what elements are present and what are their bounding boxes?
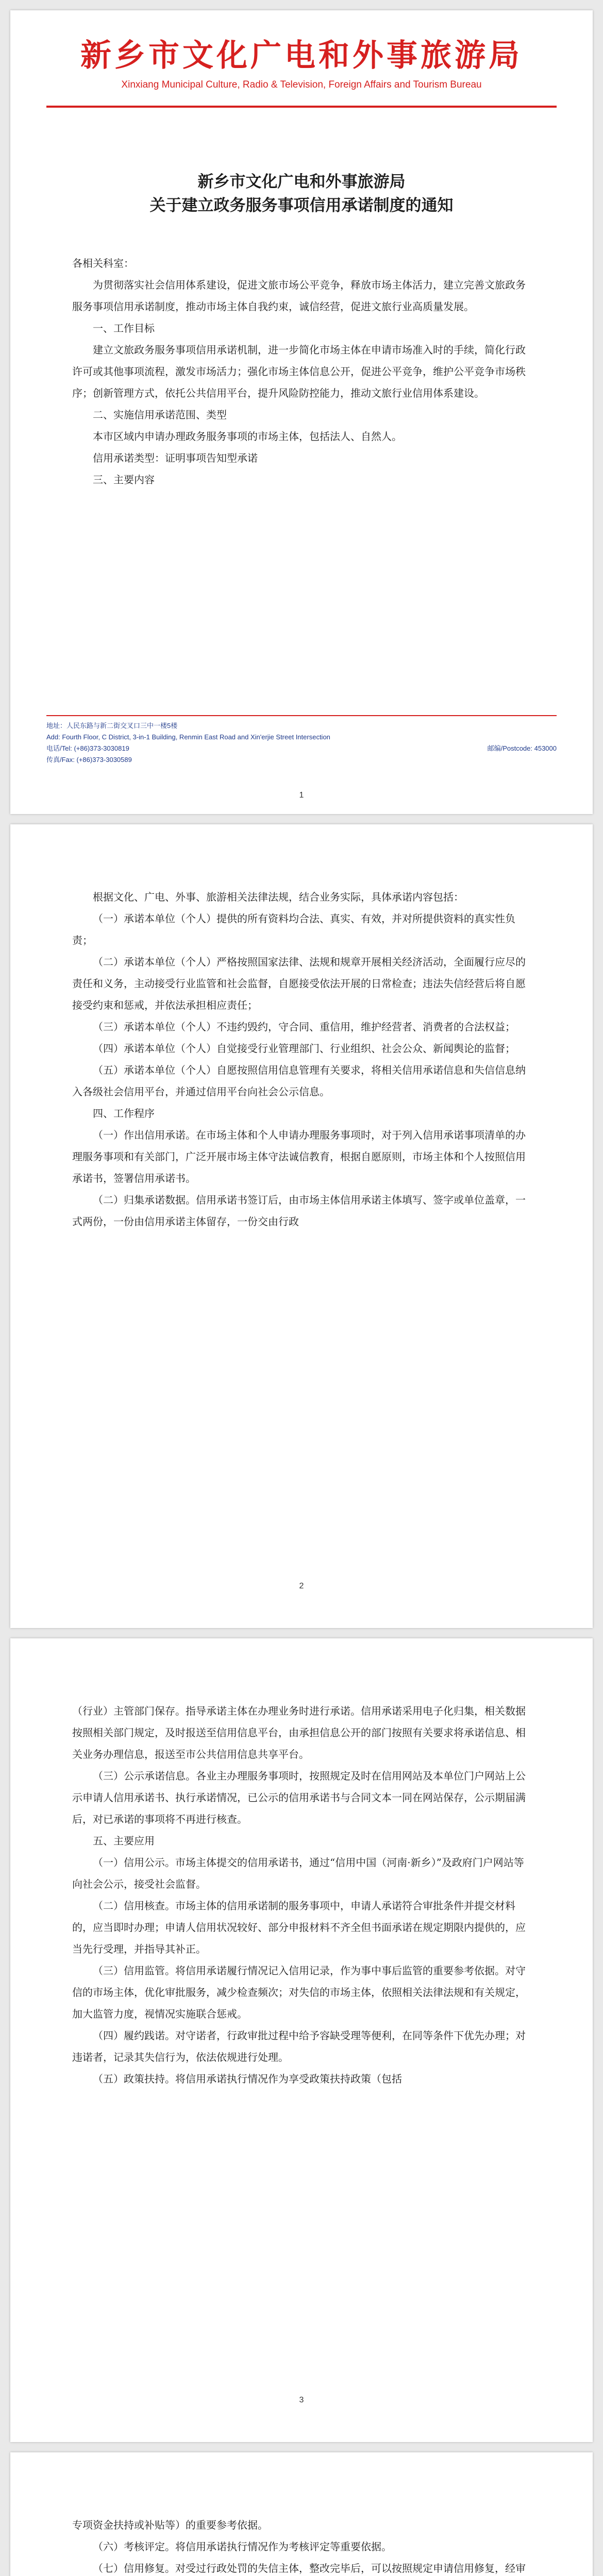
paragraph: （二）归集承诺数据。信用承诺书签订后，由市场主体信用承诺主体填写、签字或单位盖章，一式两份，一份由信用承诺主体留存，一份交由行政 [72, 1194, 526, 1228]
document-title-line-1: 新乡市文化广电和外事旅游局 [197, 173, 406, 191]
footer-postcode: 邮编/Postcode: 453000 [487, 744, 557, 752]
document-page-4 [10, 2452, 593, 2576]
paragraph: 为贯彻落实社会信用体系建设，促进文旅市场公平竞争，释放市场主体活力，建立完善文旅政务服务事项信用承诺制度，推动市场主体自我约束，诚信经营，促进文旅行业高质量发展。 [72, 279, 526, 313]
paragraph: 信用承诺类型：证明事项告知型承诺 [93, 452, 258, 464]
letterhead-org-name: 新乡市文化广电和外事旅游局 [80, 38, 523, 74]
footer-tel: 电话/Tel: (+86)373-3030819 [46, 744, 129, 752]
section-heading: 三、主要内容 [93, 473, 155, 486]
letterhead [10, 31, 593, 91]
footer-address-cn: 地址：人民东路与新二街交叉口三中一楼5楼 [46, 722, 178, 730]
paragraph: 本市区域内申请办理政务服务事项的市场主体，包括法人、自然人。 [93, 430, 402, 443]
document-page-3 [10, 1638, 593, 2442]
paragraph: 专项资金扶持或补贴等）的重要参考依据。 [72, 2519, 268, 2531]
page-1-body [72, 252, 531, 490]
paragraph: （五）承诺本单位（个人）自愿按照信用信息管理有关要求，将相关信用承诺信息和失信信息纳入各级社会信用平台，并通过信用平台向社会公示信息。 [72, 1064, 526, 1098]
page-number: 1 [299, 791, 304, 800]
paragraph: （四）履约践诺。对守诺者，行政审批过程中给予容缺受理等便利，在同等条件下优先办理；对违诺者，记录其失信行为，依法依规进行处理。 [72, 2029, 526, 2063]
paragraph: （六）考核评定。将信用承诺执行情况作为考核评定等重要依据。 [93, 2540, 392, 2553]
section-heading: 一、工作目标 [93, 322, 155, 334]
page-number: 2 [299, 1582, 304, 1590]
section-heading: 五、主要应用 [93, 1835, 155, 1847]
letterhead-divider [46, 106, 557, 108]
paragraph: （五）政策扶持。将信用承诺执行情况作为享受政策扶持政策（包括 [93, 2073, 402, 2085]
document-title-line-2: 关于建立政务服务事项信用承诺制度的通知 [149, 196, 454, 215]
page-4-body [72, 2514, 531, 2576]
paragraph: （一）作出信用承诺。在市场主体和个人申请办理服务事项时，对于列入信用承诺事项清单的办理服务事项和有关部门，广泛开展市场主体守法诚信教育，根据自愿原则，市场主体和个人按照信用承诺书，签署信用承诺书。 [72, 1129, 526, 1184]
footer-address-en: Add: Fourth Floor, C District, 3-in-1 Building, Renmin East Road and Xin'erjie Street Intersection [46, 733, 330, 741]
paragraph: （三）承诺本单位（个人）不违约毁约，守合同、重信用，维护经营者、消费者的合法权益； [93, 1021, 515, 1033]
section-heading: 四、工作程序 [93, 1107, 155, 1120]
letterhead-org-name-en: Xinxiang Municipal Culture, Radio & Television, Foreign Affairs and Tourism Bureau [121, 79, 482, 90]
paragraph: 根据文化、广电、外事、旅游相关法律法规，结合业务实际，具体承诺内容包括： [93, 891, 464, 903]
salutation: 各相关科室： [72, 257, 134, 269]
page-number: 3 [299, 2396, 304, 2404]
paragraph: （二）信用核查。市场主体的信用承诺制的服务事项中，申请人承诺符合审批条件并提交材料的，应当即时办理；申请人信用状况较好、部分申报材料不齐全但书面承诺在规定期限内提供的，应当先行受理，并指导其补正。 [72, 1900, 526, 1955]
paragraph: （一）信用公示。市场主体提交的信用承诺书，通过“信用中国（河南·新乡）”及政府门户网站等向社会公示，接受社会监督。 [72, 1856, 524, 1890]
document-page-2 [10, 824, 593, 1628]
paragraph: （二）承诺本单位（个人）严格按照国家法律、法规和规章开展相关经济活动，全面履行应尽的责任和义务，主动接受行业监管和社会监督，自愿接受依法开展的日常检查；违法失信经营后将自愿接受约束和惩戒，并依法承担相应责任； [72, 956, 526, 1011]
page-3-body [72, 1700, 531, 2090]
page-2-body [72, 886, 531, 1232]
paragraph: 建立文旅政务服务事项信用承诺机制，进一步简化市场主体在申请市场准入时的手续，简化行政许可或其他事项流程，激发市场活力；强化市场主体信息公开，促进公平竞争，维护公平竞争市场秩序；创新管理方式，依托公共信用平台，提升风险防控能力，推动文旅行业信用体系建设。 [72, 344, 526, 399]
paragraph: （一）承诺本单位（个人）提供的所有资料均合法、真实、有效，并对所提供资料的真实性负责； [72, 912, 515, 946]
paragraph: （七）信用修复。对受过行政处罚的失信主体，整改完毕后，可以按照规定申请信用修复，经审 [93, 2562, 526, 2574]
paragraph: （三）信用监管。将信用承诺履行情况记入信用记录，作为事中事后监管的重要参考依据。对守信的市场主体，优化审批服务，减少检查频次；对失信的市场主体，依照相关法律法规和有关规定，加大监管力度，视情况实施联合惩戒。 [72, 1964, 526, 2020]
document-page-1 [10, 10, 593, 814]
letterhead-footer [46, 720, 557, 766]
footer-divider [46, 715, 557, 716]
footer-fax: 传真/Fax: (+86)373-3030589 [46, 756, 132, 764]
document-title [10, 170, 593, 217]
paragraph: （四）承诺本单位（个人）自觉接受行业管理部门、行业组织、社会公众、新闻舆论的监督； [93, 1042, 515, 1055]
section-heading: 二、实施信用承诺范围、类型 [93, 409, 227, 421]
paragraph: （行业）主管部门保存。指导承诺主体在办理业务时进行承诺。信用承诺采用电子化归集，相关数据按照相关部门规定，及时报送至信用信息平台，由承担信息公开的部门按照有关要求将承诺信息、相关业务办理信息，报送至市公共信用信息共享平台。 [72, 1705, 526, 1760]
paragraph: （三）公示承诺信息。各业主办理服务事项时，按照规定及时在信用网站及本单位门户网站上公示申请人信用承诺书、执行承诺情况，已公示的信用承诺书与合同文本一同在网站保存，公示期届满后，对已承诺的事项将不再进行核查。 [72, 1770, 526, 1825]
